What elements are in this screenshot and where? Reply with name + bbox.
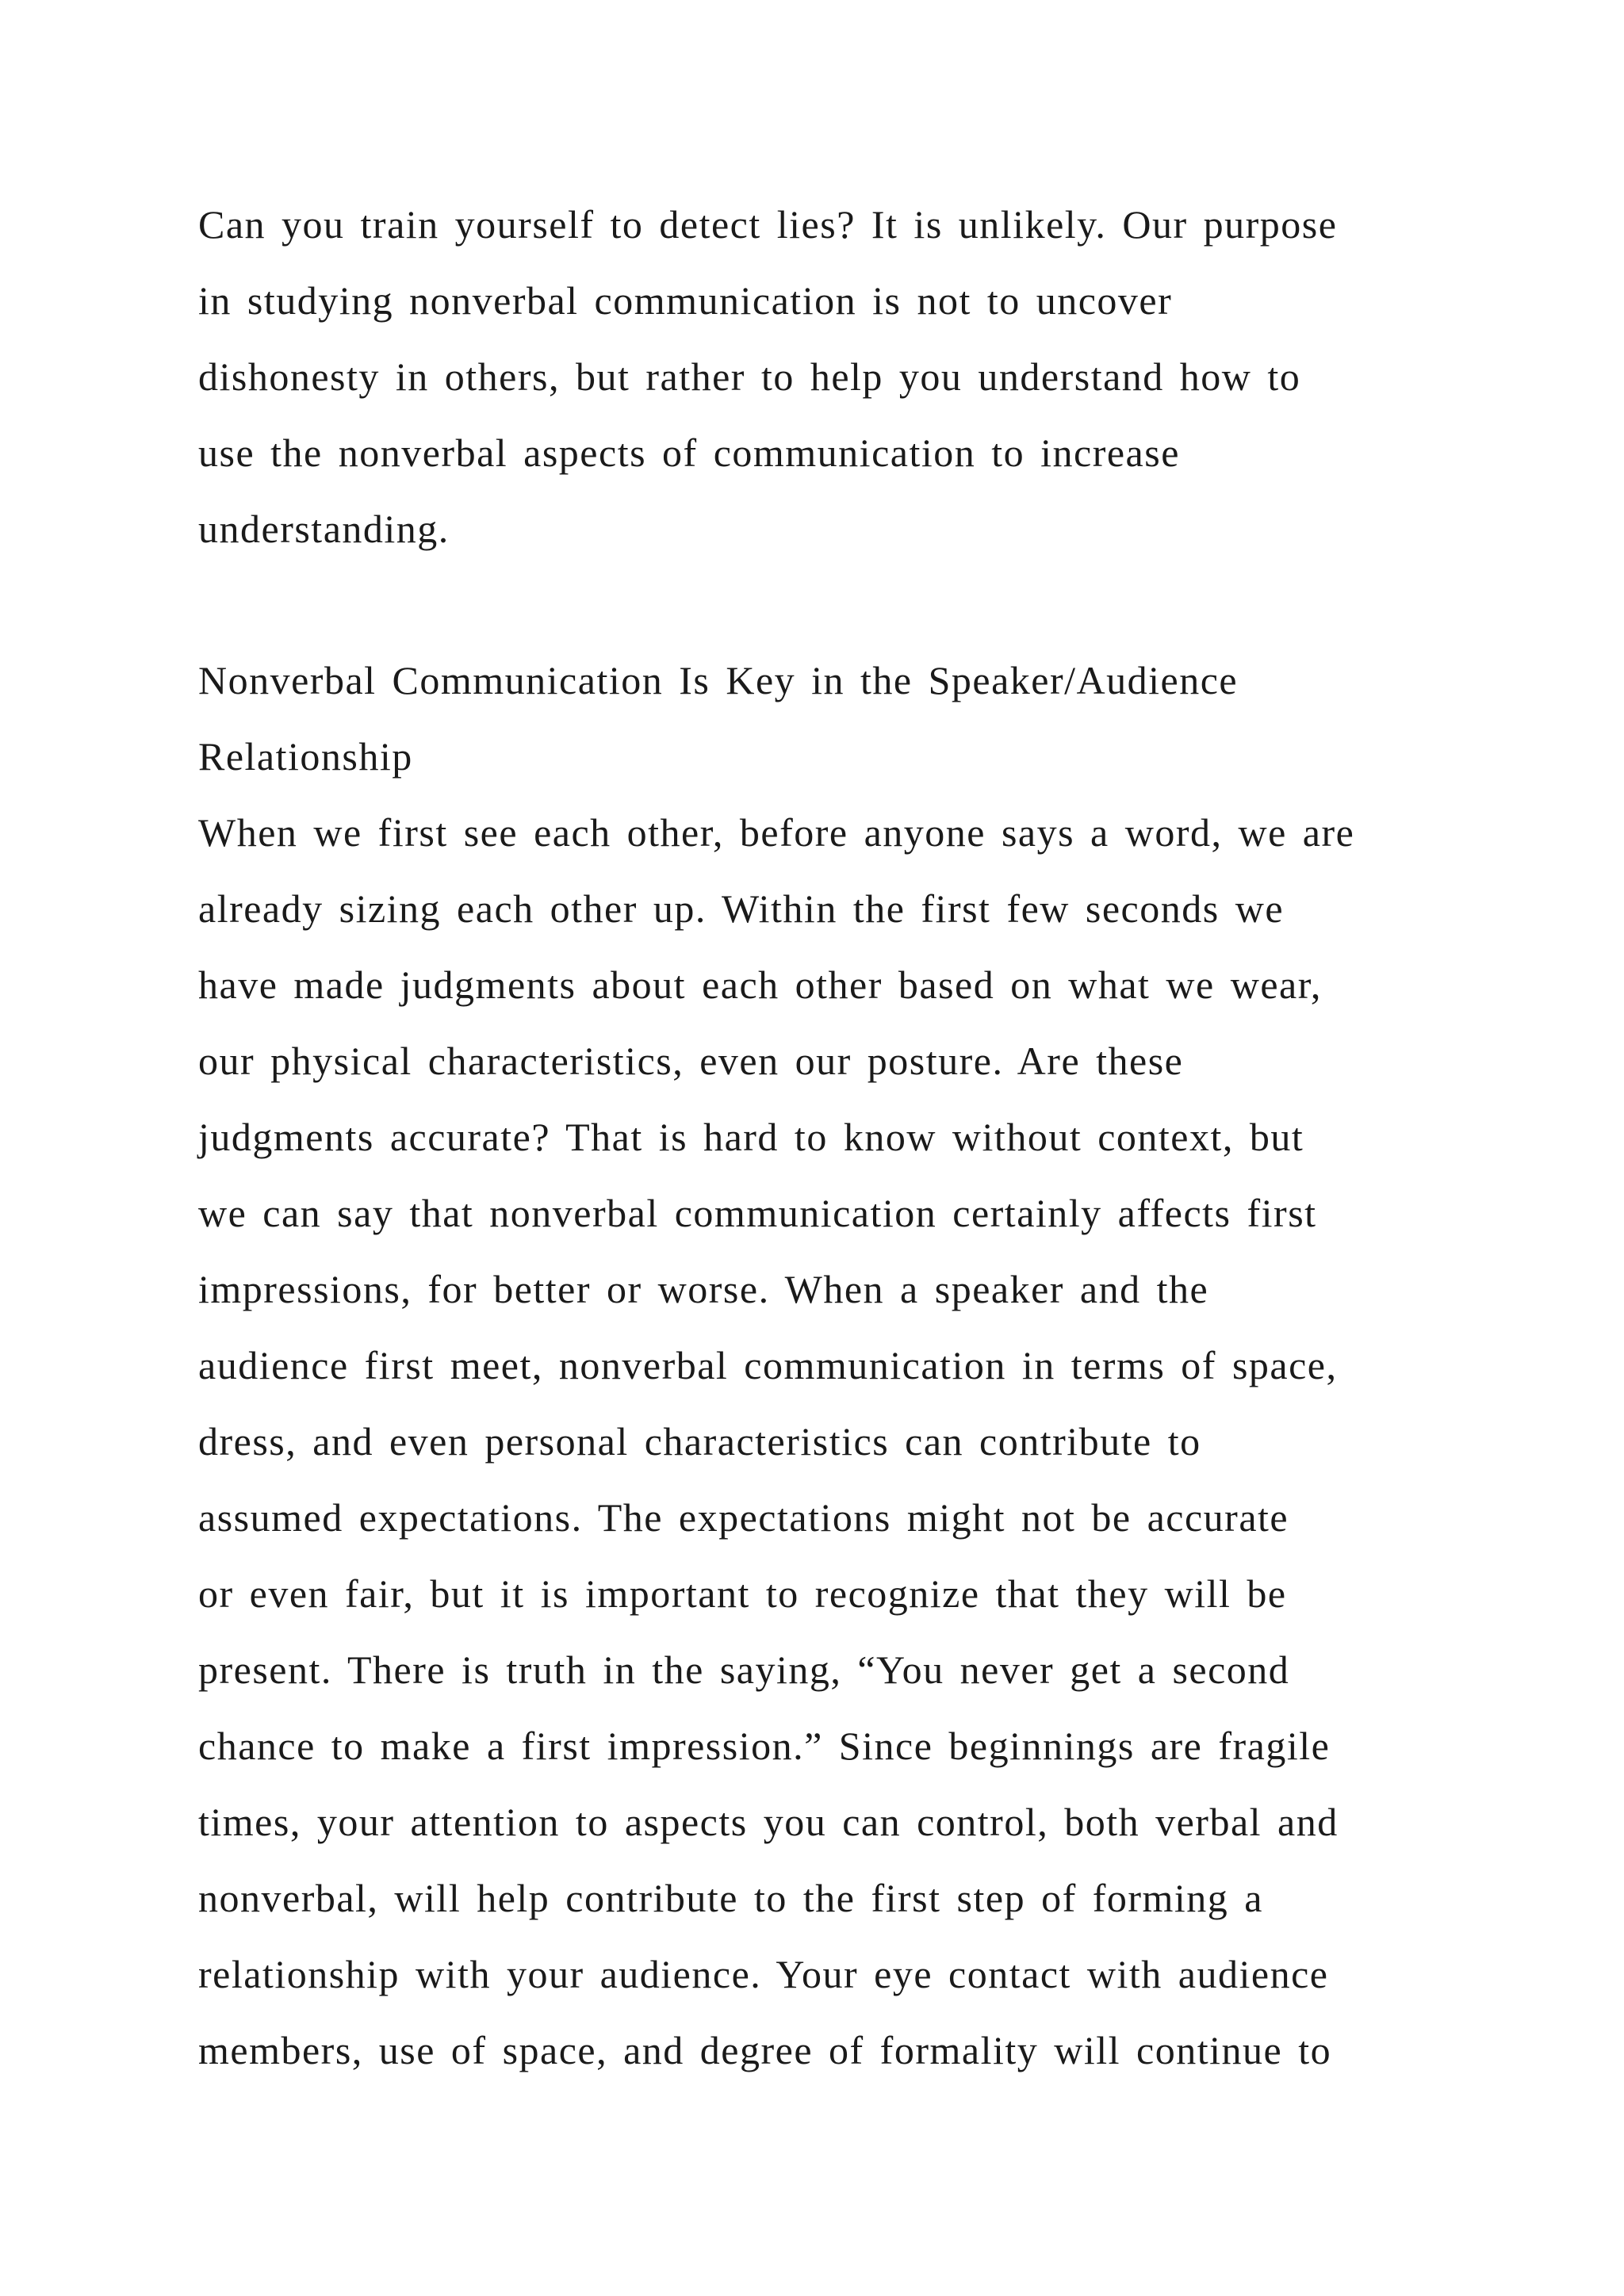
paragraph-line: understanding. xyxy=(198,507,450,551)
paragraph-line: we can say that nonverbal communication certainly affects first xyxy=(198,1191,1317,1235)
paragraph-line: audience first meet, nonverbal communication in terms of space, xyxy=(198,1343,1338,1387)
paragraph-line: When we first see each other, before anyone says a word, we are xyxy=(198,810,1355,855)
paragraph-lie-detection xyxy=(198,186,1435,567)
paragraph-line: or even fair, but it is important to recognize that they will be xyxy=(198,1571,1287,1616)
paragraph-line: judgments accurate? That is hard to know without context, but xyxy=(198,1115,1304,1159)
paragraph-line: dress, and even personal characteristics can contribute to xyxy=(198,1419,1201,1464)
paragraph-first-impressions xyxy=(198,794,1435,2088)
paragraph-line: times, your attention to aspects you can control, both verbal and xyxy=(198,1800,1339,1844)
paragraph-line: have made judgments about each other based on what we wear, xyxy=(198,962,1322,1007)
paragraph-line: our physical characteristics, even our posture. Are these xyxy=(198,1039,1184,1083)
paragraph-line: dishonesty in others, but rather to help you understand how to xyxy=(198,354,1301,399)
paragraph-line: members, use of space, and degree of formality will continue to xyxy=(198,2028,1332,2072)
heading-line: Relationship xyxy=(198,734,413,779)
paragraph-line: relationship with your audience. Your eye contact with audience xyxy=(198,1952,1329,1996)
paragraph-line: chance to make a first impression.” Since beginnings are fragile xyxy=(198,1724,1331,1768)
paragraph-line: nonverbal, will help contribute to the first step of forming a xyxy=(198,1876,1263,1920)
paragraph-line: impressions, for better or worse. When a speaker and the xyxy=(198,1267,1209,1311)
paragraph-line: Can you train yourself to detect lies? It is unlikely. Our purpose xyxy=(198,202,1338,247)
section-heading xyxy=(198,642,1435,794)
paragraph-line: present. There is truth in the saying, “You never get a second xyxy=(198,1647,1290,1692)
paragraph-line: assumed expectations. The expectations might not be accurate xyxy=(198,1495,1289,1540)
paragraph-line: in studying nonverbal communication is not to uncover xyxy=(198,278,1173,323)
paragraph-line: use the nonverbal aspects of communication to increase xyxy=(198,430,1180,475)
heading-line: Nonverbal Communication Is Key in the Speaker/Audience xyxy=(198,658,1239,702)
paragraph-line: already sizing each other up. Within the first few seconds we xyxy=(198,886,1285,931)
